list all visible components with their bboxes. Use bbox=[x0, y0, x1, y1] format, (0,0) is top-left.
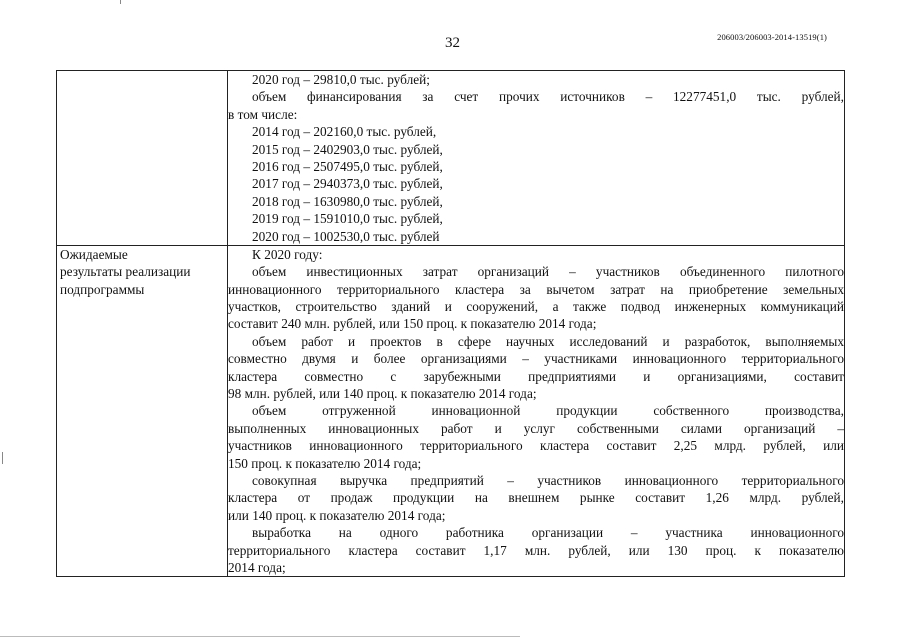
text-line: территориального кластера составит 1,17 млн. рублей, или 130 проц. к показателю bbox=[228, 542, 844, 558]
text-line: составит 240 млн. рублей, или 150 проц. к показателю 2014 года; bbox=[228, 316, 597, 332]
text-line: 2016 год – 2507495,0 тыс. рублей, bbox=[252, 158, 443, 174]
financing-text-cell bbox=[228, 71, 845, 246]
table-row-expected-results bbox=[57, 245, 845, 576]
scan-artifact-top bbox=[120, 0, 121, 4]
label-line: подпрограммы bbox=[60, 281, 145, 297]
document-id: 206003/206003-2014-13519(1) bbox=[717, 32, 827, 42]
scan-artifact-left bbox=[2, 452, 3, 464]
text-line: 150 проц. к показателю 2014 года; bbox=[228, 455, 422, 471]
text-line: в том числе: bbox=[228, 106, 298, 122]
text-line: 2015 год – 2402903,0 тыс. рублей, bbox=[252, 141, 443, 157]
text-line: 98 млн. рублей, или 140 проц. к показателю 2014 года; bbox=[228, 386, 537, 402]
text-line: кластера совместно с зарубежными предприятиями и организациями, составит bbox=[228, 368, 844, 384]
expected-results-text-cell bbox=[228, 245, 845, 576]
page-number: 32 bbox=[445, 35, 460, 51]
text-line: 2020 год – 1002530,0 тыс. рублей bbox=[252, 228, 440, 244]
text-line: или 140 проц. к показателю 2014 года; bbox=[228, 507, 446, 523]
label-cell-empty bbox=[57, 71, 228, 246]
text-line: инновационного территориального кластера за вычетом затрат на приобретение земельных bbox=[228, 281, 844, 297]
text-line: объем отгруженной инновационной продукции собственного производства, bbox=[252, 403, 844, 419]
text-line: выработка на одного работника организации – участника инновационного bbox=[252, 525, 844, 541]
text-line: выполненных инновационных работ и услуг собственными силами организаций – bbox=[228, 420, 844, 436]
text-line: объем инвестиционных затрат организаций – участников объединенного пилотного bbox=[252, 264, 844, 280]
text-line: объем работ и проектов в сфере научных исследований и разработок, выполняемых bbox=[252, 333, 844, 349]
text-line: 2019 год – 1591010,0 тыс. рублей, bbox=[252, 211, 443, 227]
text-line: объем финансирования за счет прочих источников – 12277451,0 тыс. рублей, bbox=[252, 89, 844, 105]
subprogram-table bbox=[56, 70, 845, 577]
expected-results-label-cell bbox=[57, 245, 228, 576]
text-line: 2014 года; bbox=[228, 559, 286, 575]
scan-artifact-bottom bbox=[0, 636, 520, 637]
text-line: участников инновационного территориального кластера составит 2,25 млрд. рублей, или bbox=[228, 438, 844, 454]
label-line: результаты реализации bbox=[60, 264, 191, 280]
table-row-financing bbox=[57, 71, 845, 246]
text-line: участков, строительство зданий и сооружений, а также подвод инженерных коммуникаций bbox=[228, 299, 844, 315]
text-line: 2020 год – 29810,0 тыс. рублей; bbox=[252, 72, 430, 87]
text-line: совместно двумя и более организациями – участниками инновационного территориального bbox=[228, 351, 844, 367]
label-line: Ожидаемые bbox=[60, 246, 128, 262]
text-line: 2014 год – 202160,0 тыс. рублей, bbox=[252, 124, 437, 140]
text-line: совокупная выручка предприятий – участников инновационного территориального bbox=[252, 472, 844, 488]
text-line: К 2020 году: bbox=[252, 246, 323, 262]
text-line: 2018 год – 1630980,0 тыс. рублей, bbox=[252, 193, 443, 209]
text-line: кластера от продаж продукции на внешнем рынке составит 1,26 млрд. рублей, bbox=[228, 490, 844, 506]
text-line: 2017 год – 2940373,0 тыс. рублей, bbox=[252, 176, 443, 192]
